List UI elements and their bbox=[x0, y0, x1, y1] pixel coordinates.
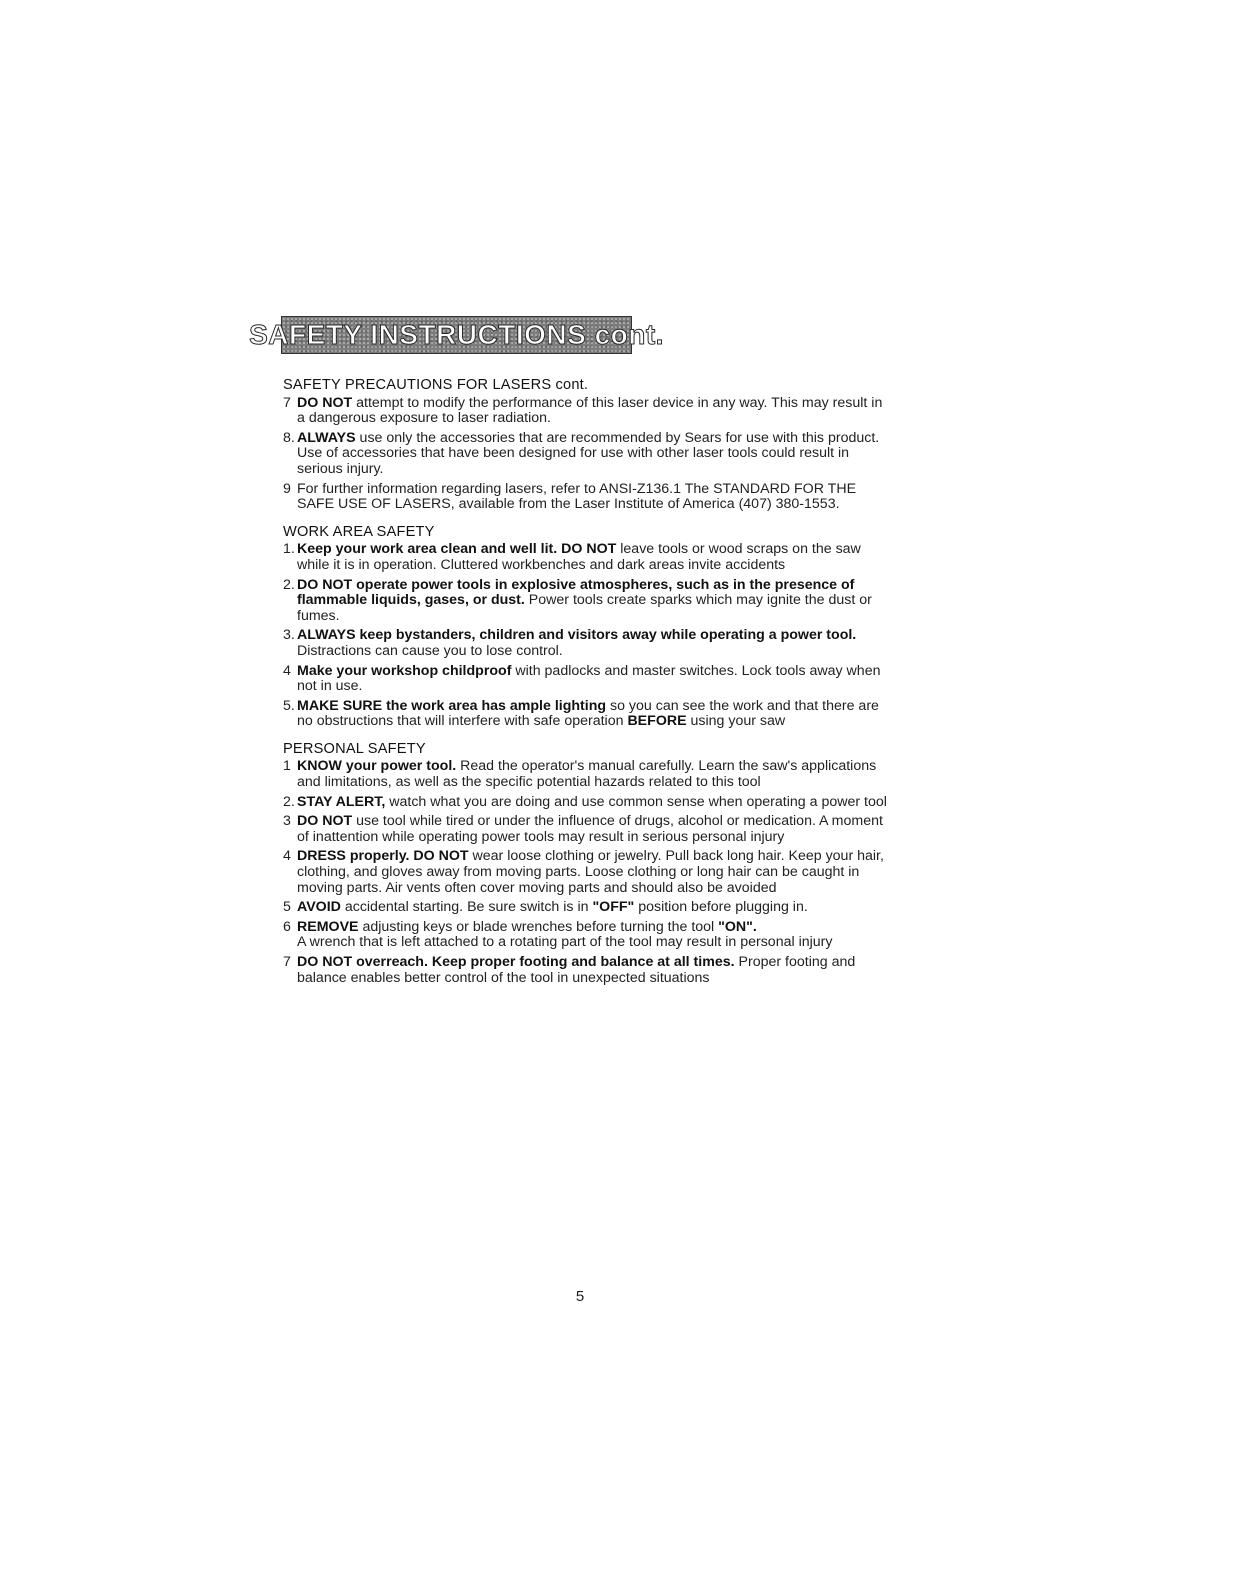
item-number: 1 bbox=[283, 758, 291, 775]
item-emphasis: DRESS properly. DO NOT bbox=[297, 848, 469, 865]
list-item bbox=[283, 699, 893, 730]
item-emphasis: AVOID bbox=[297, 899, 341, 916]
item-emphasis: DO NOT bbox=[297, 813, 353, 830]
item-text: Proper footing and balance enables better control of the tool in unexpected situations bbox=[297, 954, 856, 986]
list-item bbox=[283, 900, 893, 916]
item-text: with padlocks and master switches. Lock tools away when not in use. bbox=[297, 662, 881, 695]
document-body bbox=[283, 378, 893, 990]
item-number: 3. bbox=[283, 627, 295, 644]
item-number: 6 bbox=[283, 918, 291, 935]
item-number: 5 bbox=[283, 899, 291, 916]
item-emphasis: DO NOT bbox=[297, 394, 353, 411]
list-item bbox=[283, 628, 893, 659]
item-number: 7 bbox=[283, 954, 291, 970]
item-emphasis: DO NOT bbox=[557, 541, 617, 558]
item-number: 4 bbox=[283, 848, 291, 865]
item-emphasis: Keep your work area clean and well lit. bbox=[297, 541, 558, 558]
list-item bbox=[283, 955, 893, 986]
item-text: adjusting keys or blade wrenches before turning the tool bbox=[358, 918, 719, 935]
section-banner bbox=[249, 316, 664, 354]
list-item bbox=[283, 431, 893, 478]
list-item bbox=[283, 482, 893, 513]
banner-title: SAFETY INSTRUCTIONS cont. bbox=[249, 319, 664, 350]
item-number: 7 bbox=[283, 394, 291, 411]
item-text: accidental starting. Be sure switch is in bbox=[340, 899, 593, 916]
list-item bbox=[283, 795, 893, 811]
item-emphasis: DO NOT overreach. Keep proper footing and balance at all times. bbox=[297, 954, 735, 970]
item-number: 1. bbox=[283, 541, 295, 558]
item-number: 4 bbox=[283, 662, 291, 679]
item-emphasis: BEFORE bbox=[627, 713, 687, 730]
section-heading-work-area: WORK AREA SAFETY bbox=[283, 523, 435, 540]
item-text: attempt to modify the performance of this laser device in any way. This may result in a dangerous exposure to laser radiation. bbox=[297, 394, 883, 427]
list-item bbox=[283, 849, 893, 896]
item-emphasis: "OFF" bbox=[592, 899, 635, 916]
item-text: so you can see the work and that there are no obstructions that will interfere with safe operation bbox=[297, 697, 879, 730]
item-text: position before plugging in. bbox=[634, 899, 808, 916]
item-emphasis: DO NOT operate power tools in explosive atmospheres, such as in the presence of flammable liquids, gases, or dust. bbox=[297, 576, 855, 609]
item-text: Distractions can cause you to lose control. bbox=[297, 642, 563, 659]
list-item bbox=[283, 664, 893, 695]
list-item bbox=[283, 814, 893, 845]
item-emphasis: "ON". bbox=[718, 918, 757, 935]
item-text: Power tools create sparks which may ignite the dust or fumes. bbox=[297, 592, 872, 624]
item-text: watch what you are doing and use common sense when operating a power tool bbox=[385, 793, 887, 810]
item-emphasis: ALWAYS bbox=[297, 429, 356, 446]
item-emphasis: MAKE SURE the work area has ample lighting bbox=[297, 697, 607, 714]
item-emphasis: KNOW your power tool. bbox=[297, 758, 457, 775]
section-heading-personal: PERSONAL SAFETY bbox=[283, 740, 426, 757]
item-number: 3 bbox=[283, 813, 291, 830]
list-item bbox=[283, 542, 893, 573]
item-emphasis: REMOVE bbox=[297, 918, 359, 935]
list-item bbox=[283, 920, 893, 951]
list-item bbox=[283, 759, 893, 790]
item-text: leave tools or wood scraps on the saw while it is in operation. Cluttered workbenches and dark areas invite accidents bbox=[297, 541, 861, 573]
item-emphasis: Make your workshop childproof bbox=[297, 662, 512, 679]
item-text: A wrench that is left attached to a rotating part of the tool may result in personal injury bbox=[297, 934, 833, 951]
item-text: For further information regarding lasers, refer to ANSI-Z136.1 The STANDARD FOR THE SAFE USE OF LASERS, available from the Laser Institute of America (407) 380-1553. bbox=[297, 480, 857, 513]
page-number: 5 bbox=[575, 1288, 585, 1305]
item-emphasis: STAY ALERT, bbox=[297, 793, 386, 810]
item-text: Read the operator's manual carefully. Learn the saw's applications and limitations, as well as the specific potential hazards related to this tool bbox=[297, 758, 877, 791]
item-number: 5. bbox=[283, 697, 295, 714]
item-text: using your saw bbox=[686, 713, 786, 730]
list-item bbox=[283, 396, 893, 427]
item-number: 2. bbox=[283, 576, 295, 593]
item-text: use only the accessories that are recommended by Sears for use with this product. Use of accessories that have been designed for use with other laser tools could result in serious injury. bbox=[297, 429, 880, 477]
item-number: 9 bbox=[283, 480, 291, 497]
item-number: 8. bbox=[283, 429, 295, 446]
item-number: 2. bbox=[283, 793, 295, 810]
item-text: use tool while tired or under the influence of drugs, alcohol or medication. A moment of inattention while operating power tools may result in serious personal injury bbox=[297, 813, 883, 845]
section-heading-lasers: SAFETY PRECAUTIONS FOR LASERS cont. bbox=[283, 377, 589, 393]
item-emphasis: ALWAYS keep bystanders, children and visitors away while operating a power tool. bbox=[297, 627, 857, 644]
list-item bbox=[283, 578, 893, 625]
item-text: wear loose clothing or jewelry. Pull back long hair. Keep your hair, clothing, and gloves away from moving parts. Loose clothing or long hair can be caught in moving parts. Air vents often cover moving parts and should also be avoided bbox=[297, 848, 884, 896]
